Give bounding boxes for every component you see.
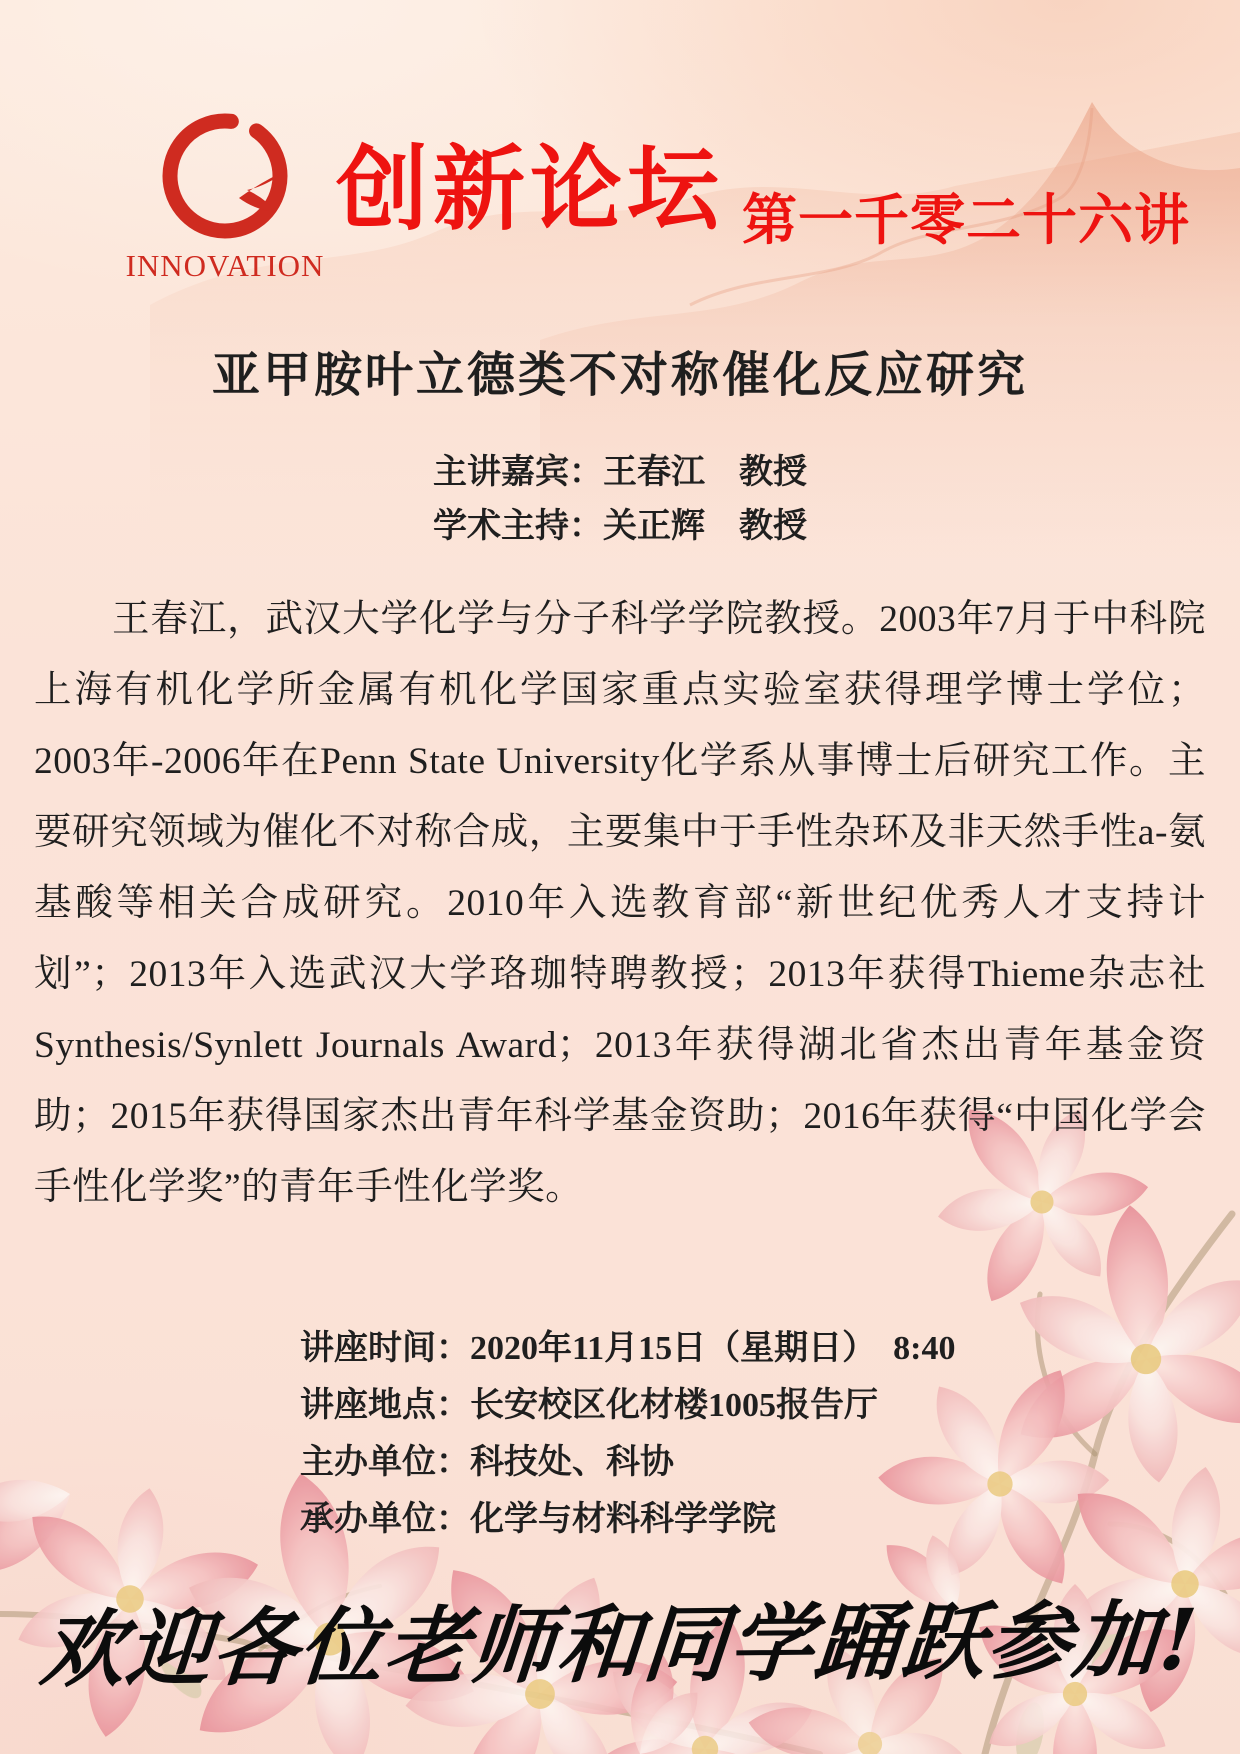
brush-circle-logo-icon bbox=[127, 106, 323, 254]
lecture-details bbox=[300, 1320, 955, 1548]
guest-lines bbox=[0, 446, 1240, 554]
speaker-bio: 王春江，武汉大学化学与分子科学学院教授。2003年7月于中科院上海有机化学所金属有机化学国家重点实验室获得理学博士学位；2003年-2006年在Penn State University化学系从事博士后研究工作。主要研究领域为催化不对称合成，主要集中于手性杂环及非天然手性a-氨基酸等相关合成研究。2010年入选教育部“新世纪优秀人才支持计划”；2013年入选武汉大学珞珈特聘教授；2013年获得Thieme杂志社Synthesis/Synlett Journals Award；2013年获得湖北省杰出青年基金资助；2015年获得国家杰出青年科学基金资助；2016年获得“中国化学会手性化学奖”的青年手性化学奖。 bbox=[34, 599, 1206, 1208]
welcome-banner: 欢迎各位老师和同学踊跃参加! bbox=[36, 1589, 1203, 1700]
detail-organizer: 主办单位：科技处、科协 bbox=[300, 1444, 674, 1481]
detail-location: 讲座地点：长安校区化材楼1005报告厅 bbox=[300, 1387, 878, 1424]
detail-time: 讲座时间：2020年11月15日（星期日） 8:40 bbox=[300, 1330, 956, 1367]
speaker-line: 主讲嘉宾：王春江 教授 bbox=[433, 454, 807, 491]
forum-title: 创新论坛 bbox=[336, 139, 725, 241]
detail-undertaker: 承办单位：化学与材料科学学院 bbox=[300, 1501, 776, 1538]
logo-text: INNOVATION bbox=[125, 248, 325, 283]
lecture-number: 第一千零二十六讲 bbox=[742, 189, 1191, 251]
host-line: 学术主持：关正辉 教授 bbox=[433, 508, 807, 545]
innovation-logo bbox=[100, 106, 350, 284]
lecture-title: 亚甲胺叶立德类不对称催化反应研究 bbox=[211, 349, 1028, 402]
